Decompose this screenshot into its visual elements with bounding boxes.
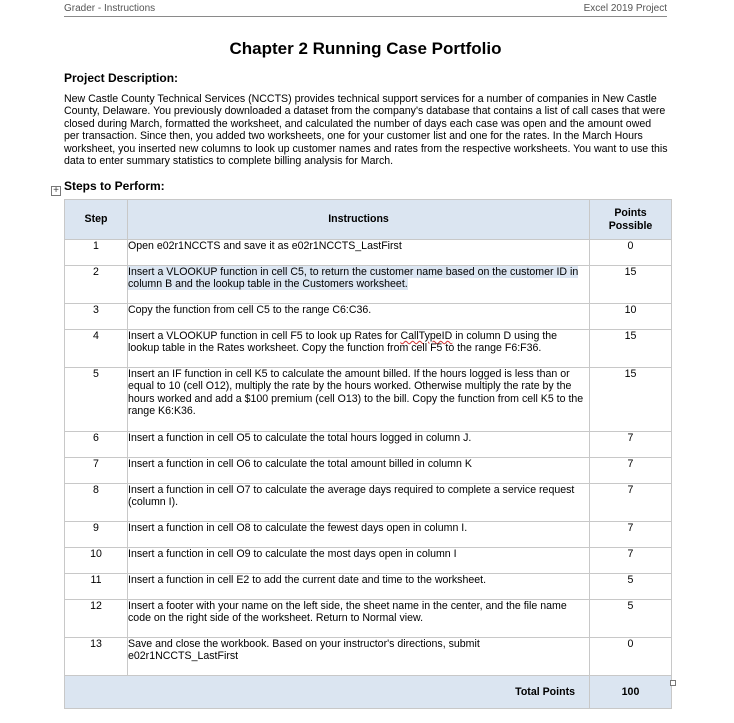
step-instruction[interactable]: Copy the function from cell C5 to the range C6:C36. xyxy=(128,304,590,330)
step-number: 2 xyxy=(65,266,128,304)
total-points-label: Total Points xyxy=(65,676,590,709)
step-instruction[interactable]: Insert a function in cell O6 to calculate the total amount billed in column K xyxy=(128,458,590,484)
step-points: 5 xyxy=(590,600,672,638)
step-number: 7 xyxy=(65,458,128,484)
table-row xyxy=(65,548,672,574)
table-row xyxy=(65,458,672,484)
step-points: 7 xyxy=(590,432,672,458)
step-number: 1 xyxy=(65,240,128,266)
document-title: Chapter 2 Running Case Portfolio xyxy=(229,39,502,58)
step-number: 5 xyxy=(65,368,128,432)
total-points-value: 100 xyxy=(590,676,672,709)
instruction-part: in column D using the lookup table in the Rates worksheet. Copy the function from cell F5 to the range F6:F36. xyxy=(128,330,558,355)
header-right-text: Excel 2019 Project xyxy=(583,3,667,14)
table-resize-handle-icon[interactable] xyxy=(670,680,676,686)
step-number: 13 xyxy=(65,638,128,676)
header-left-text: Grader - Instructions xyxy=(64,3,156,14)
page-header xyxy=(64,2,667,17)
step-points: 10 xyxy=(590,304,672,330)
table-row xyxy=(65,266,672,304)
step-points: 15 xyxy=(590,266,672,304)
step-points: 7 xyxy=(590,548,672,574)
table-row xyxy=(65,522,672,548)
header-points-text: Points Possible xyxy=(608,206,653,232)
step-number: 3 xyxy=(65,304,128,330)
table-row xyxy=(65,330,672,368)
steps-table xyxy=(64,199,672,709)
step-instruction[interactable] xyxy=(128,330,590,368)
spellcheck-flagged-word: CallTypeID xyxy=(400,330,453,342)
step-instruction[interactable]: Insert a function in cell O7 to calculate the average days required to complete a service request (column I). xyxy=(128,484,590,522)
step-points: 7 xyxy=(590,522,672,548)
header-points xyxy=(590,200,672,240)
table-row xyxy=(65,304,672,330)
step-number: 6 xyxy=(65,432,128,458)
project-description-label: Project Description: xyxy=(64,71,179,85)
step-number: 11 xyxy=(65,574,128,600)
step-points: 15 xyxy=(590,330,672,368)
step-instruction[interactable]: Insert a function in cell O9 to calculate the most days open in column I xyxy=(128,548,590,574)
step-number: 4 xyxy=(65,330,128,368)
table-row xyxy=(65,484,672,522)
header-step: Step xyxy=(65,200,128,240)
step-instruction-selected[interactable] xyxy=(128,266,590,304)
step-number: 9 xyxy=(65,522,128,548)
table-row xyxy=(65,240,672,266)
instruction-part: e02r1NCCTS_LastFirst xyxy=(128,650,239,663)
step-instruction[interactable]: Insert a footer with your name on the left side, the sheet name in the center, and the file name code on the right side of the worksheet. Return to Normal view. xyxy=(128,600,590,638)
step-instruction[interactable]: Open e02r1NCCTS and save it as e02r1NCCTS_LastFirst xyxy=(128,240,590,266)
step-instruction[interactable]: Insert a function in cell E2 to add the current date and time to the worksheet. xyxy=(128,574,590,600)
step-points: 5 xyxy=(590,574,672,600)
steps-label: Steps to Perform: xyxy=(64,179,165,193)
step-points: 15 xyxy=(590,368,672,432)
table-row xyxy=(65,574,672,600)
table-row xyxy=(65,638,672,676)
total-row xyxy=(65,676,672,709)
step-points: 0 xyxy=(590,240,672,266)
step-number: 8 xyxy=(65,484,128,522)
project-description-text: New Castle County Technical Services (NCCTS) provides technical support services for a number of companies in New Castle County, Delaware. You previously downloaded a dataset from the company's database that contains a list of call cases that were closed during March, formatted the worksheet, and calculated the number of days each case was open and the amount owed per transaction. Since then, you added two worksheets, one for your customer list and one for the rates. In the March Hours worksheet, you inserted new columns to look up customer names and rates from the respective worksheets. You want to use this data to enter summary statistics to complete billing analysis for March. xyxy=(64,93,668,168)
step-instruction[interactable]: Insert a function in cell O8 to calculate the fewest days open in column I. xyxy=(128,522,590,548)
header-instructions: Instructions xyxy=(128,200,590,240)
step-points: 7 xyxy=(590,484,672,522)
table-row xyxy=(65,600,672,638)
selected-text[interactable]: Insert a VLOOKUP function in cell C5, to return the customer name based on the customer ID in column B and the lookup table in the Customers worksheet. xyxy=(128,266,579,291)
step-instruction[interactable] xyxy=(128,638,590,676)
step-number: 12 xyxy=(65,600,128,638)
instruction-part: Save and close the workbook. Based on your instructor's directions, submit xyxy=(128,638,480,650)
instruction-part: Insert a VLOOKUP function in cell F5 to look up Rates for xyxy=(128,330,401,342)
step-number: 10 xyxy=(65,548,128,574)
table-move-handle-icon[interactable]: + xyxy=(51,186,61,196)
step-instruction[interactable]: Insert a function in cell O5 to calculate the total hours logged in column J. xyxy=(128,432,590,458)
step-points: 7 xyxy=(590,458,672,484)
table-row xyxy=(65,432,672,458)
table-row xyxy=(65,368,672,432)
step-instruction[interactable]: Insert an IF function in cell K5 to calculate the amount billed. If the hours logged is less than or equal to 10 (cell O12), multiply the rate by the hours worked. Otherwise multiply the rate by the hours worked and add a $100 premium (cell O13) to the bill. Copy the function from cell K5 to the range K6:K36. xyxy=(128,368,590,432)
table-header-row xyxy=(65,200,672,240)
step-points: 0 xyxy=(590,638,672,676)
